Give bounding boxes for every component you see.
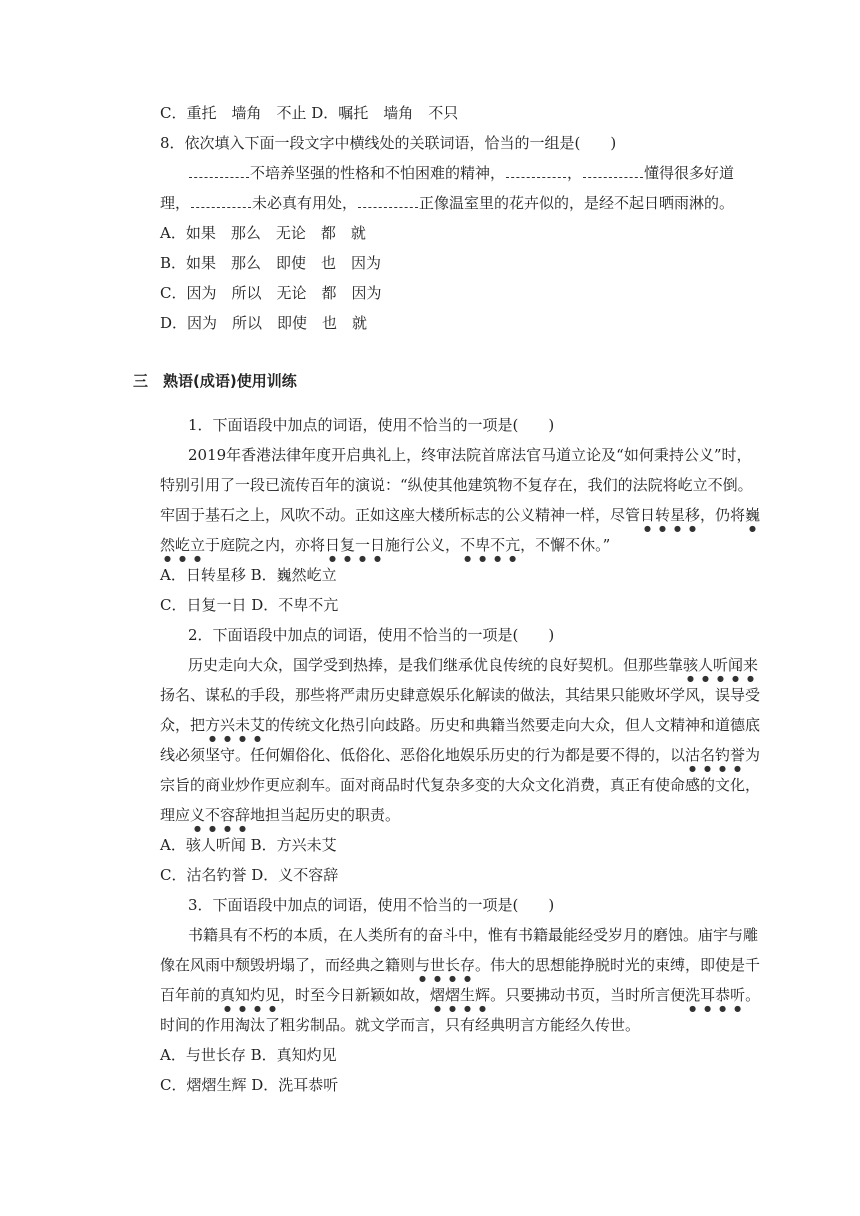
blank-1 [189,163,249,178]
question-2-passage-line-1: 历史走向大众，国学受到热捧，是我们继承优良传统的良好契机。但那些靠骇人听闻来 [188,656,759,674]
q2-option-c: C．沽名钓誉 D．义不容辞 [160,866,339,884]
q8-option-d: D．因为 所以 即使 也 就 [160,314,368,332]
question-3-passage-line-1: 书籍具有不朽的本质，在人类所有的奋斗中，惟有书籍最能经受岁月的磨蚀。庙宇与雕 [188,926,759,944]
question-8-passage-line-2: 理， 未必真有用处， 正像温室里的花卉似的，是经不起日晒雨淋的。 [160,194,735,212]
question-2-passage-line-5: 宗旨的商业炒作更应刹车。面对商品时代复杂多变的大众文化消费，真正有使命感的文化， [160,776,761,794]
question-2-passage-line-4: 线必须坚守。任何媚俗化、低俗化、恶俗化地娱乐历史的行为都是要不得的，以沽名钓誉为 [160,746,761,764]
question-2-passage-line-3: 众，把方兴未艾的传统文化热引向歧路。历史和典籍当然要走向大众，但人文精神和道德底 [160,716,761,734]
blank-2 [506,163,566,178]
section-heading: 三 熟语(成语)使用训练 [133,372,297,390]
q1-option-c: C．日复一日 D．不卑不亢 [160,596,339,614]
question-8-stem: 8．依次填入下面一段文字中横线处的关联词语，恰当的一组是( ) [160,134,617,152]
q3-option-c: C．熠熠生辉 D．洗耳恭听 [160,1076,339,1094]
question-3-passage-line-2: 像在风雨中颓毁坍塌了，而经典之籍则与世长存。伟大的思想能挣脱时光的束缚，即使是千 [160,956,761,974]
question-1-passage-line-4: 然屹立于庭院之内，亦将日复一日施行公义，不卑不亢，不懈不休。” [160,536,611,554]
question-1-passage-line-1: 2019年香港法律年度开启典礼上，终审法院首席法官马道立论及“如何秉持公义”时， [188,446,752,464]
blank-5 [358,193,418,208]
question-2-passage-line-6: 理应义不容辞地担当起历史的职责。 [160,806,401,824]
question-8-passage-line-1: 不培养坚强的性格和不怕困难的精神， ， 懂得很多好道 [188,162,710,184]
option-c-prev: C．重托 墙角 不止 D．嘱托 墙角 不只 [160,104,459,122]
q8-option-c: C．因为 所以 无论 都 因为 [160,284,382,302]
question-1-stem: 1．下面语段中加点的词语，使用不恰当的一项是( ) [188,416,555,434]
q8-option-a: A．如果 那么 无论 都 就 [160,224,366,242]
q8-option-b: B．如果 那么 即使 也 因为 [160,254,382,272]
q2-option-a: A．骇人听闻 B．方兴未艾 [160,836,337,854]
question-1-passage-line-2: 特别引用了一段已流传百年的演说：“纵使其他建筑物不复存在，我们的法院将屹立不倒。 [160,476,753,494]
question-2-stem: 2．下面语段中加点的词语，使用不恰当的一项是( ) [188,626,555,644]
question-1-passage-line-3: 牢固于基石之上，风吹不动。正如这座大楼所标志的公义精神一样，尽管日转星移，仍将巍 [160,506,761,524]
question-3-stem: 3．下面语段中加点的词语，使用不恰当的一项是( ) [188,896,555,914]
blank-4 [191,193,251,208]
q1-option-a: A．日转星移 B．巍然屹立 [160,566,337,584]
question-3-passage-line-3: 百年前的真知灼见，时至今日新颖如故，熠熠生辉。只要拂动书页，当时所言便洗耳恭听。 [160,986,761,1004]
question-3-passage-line-4: 时间的作用淘汰了粗劣制品。就文学而言，只有经典明言方能经久传世。 [160,1016,641,1034]
question-2-passage-line-2: 扬名、谋私的手段，那些将严肃历史肆意娱乐化解读的做法，其结果只能败坏学风，误导受 [160,686,761,704]
q3-option-a: A．与世长存 B．真知灼见 [160,1046,337,1064]
blank-3 [583,163,643,178]
